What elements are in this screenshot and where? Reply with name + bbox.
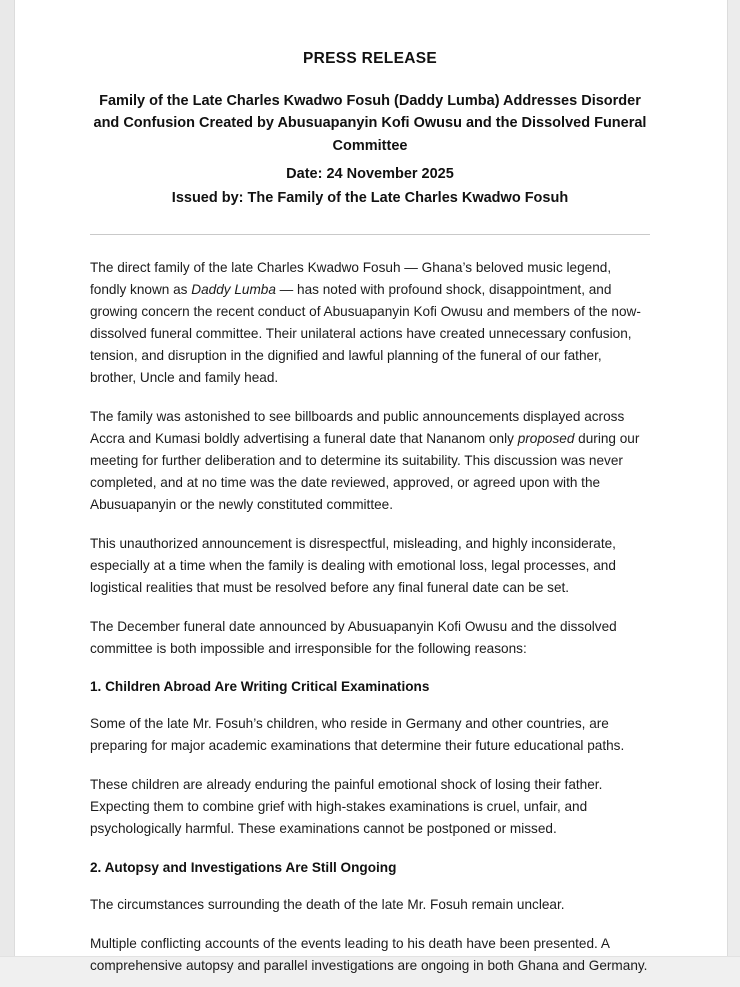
paragraph-intro [90,257,650,389]
section-heading-1: 1. Children Abroad Are Writing Critical Examinations [90,679,430,695]
section-2-paragraph-2: Multiple conflicting accounts of the events leading to his death have been presented. A comprehensive autopsy and parallel investigations are ongoing in both Ghana and Germany. [90,935,648,973]
paragraph-intro-part2: — has noted with profound shock, disappointment, and growing concern the recent conduct of Abusuapanyin Kofi Owusu and members of the now-dissolved funeral committee. Their unilateral actions have created unnecessary confusion, tension, and disruption in the dignified and lawful planning of the funeral of our father, brother, Uncle and family head. [90,281,641,385]
document-subtitle: Family of the Late Charles Kwadwo Fosuh (Daddy Lumba) Addresses Disorder and Confusion Created by Abusuapanyin Kofi Owusu and the Dissolved Funeral Committee [93,93,647,154]
page-right-edge [727,0,740,987]
paragraph-billboards [90,406,650,516]
paragraph-billboards-part1: The family was astonished to see billboards and public announcements displayed across Accra and Kumasi boldly advertising a funeral date that Nananom only [90,408,625,446]
page-title: PRESS RELEASE [303,50,437,67]
page-left-edge [0,0,15,987]
document-body [90,50,650,987]
header-divider [90,234,650,235]
paragraph-intro-emphasis: Daddy Lumba [191,281,276,297]
document-issuer: Issued by: The Family of the Late Charles Kwadwo Fosuh [171,189,569,206]
paragraph-unauthorized: This unauthorized announcement is disrespectful, misleading, and highly inconsiderate, especially at a time when the family is dealing with emotional loss, legal processes, and logistical realities that must be resolved before any final funeral date can be set. [90,535,616,595]
paragraph-billboards-emphasis: proposed [517,430,575,446]
section-2-paragraph-1: The circumstances surrounding the death of the late Mr. Fosuh remain unclear. [90,896,565,912]
paragraph-intro-part1: The direct family of the late Charles Kwadwo Fosuh — Ghana’s beloved music legend, fondly known as [90,259,612,297]
document-date: Date: 24 November 2025 [286,166,454,183]
section-1-paragraph-1: Some of the late Mr. Fosuh’s children, who reside in Germany and other countries, are preparing for major academic examinations that determine their future educational paths. [90,716,625,754]
section-heading-2: 2. Autopsy and Investigations Are Still Ongoing [90,859,397,875]
section-1-paragraph-2: These children are already enduring the painful emotional shock of losing their father. Expecting them to combine grief with high-stakes examinations is cruel, unfair, and psychologically harmful. These examinations cannot be postponed or missed. [90,777,603,837]
paragraph-december-date: The December funeral date announced by Abusuapanyin Kofi Owusu and the dissolved committee is both impossible and irresponsible for the following reasons: [90,619,617,657]
paragraph-billboards-part2: during our meeting for further deliberation and to determine its suitability. This discussion was never completed, and at no time was the date reviewed, approved, or agreed upon with the Abusuapanyin or the newly constituted committee. [90,430,640,512]
